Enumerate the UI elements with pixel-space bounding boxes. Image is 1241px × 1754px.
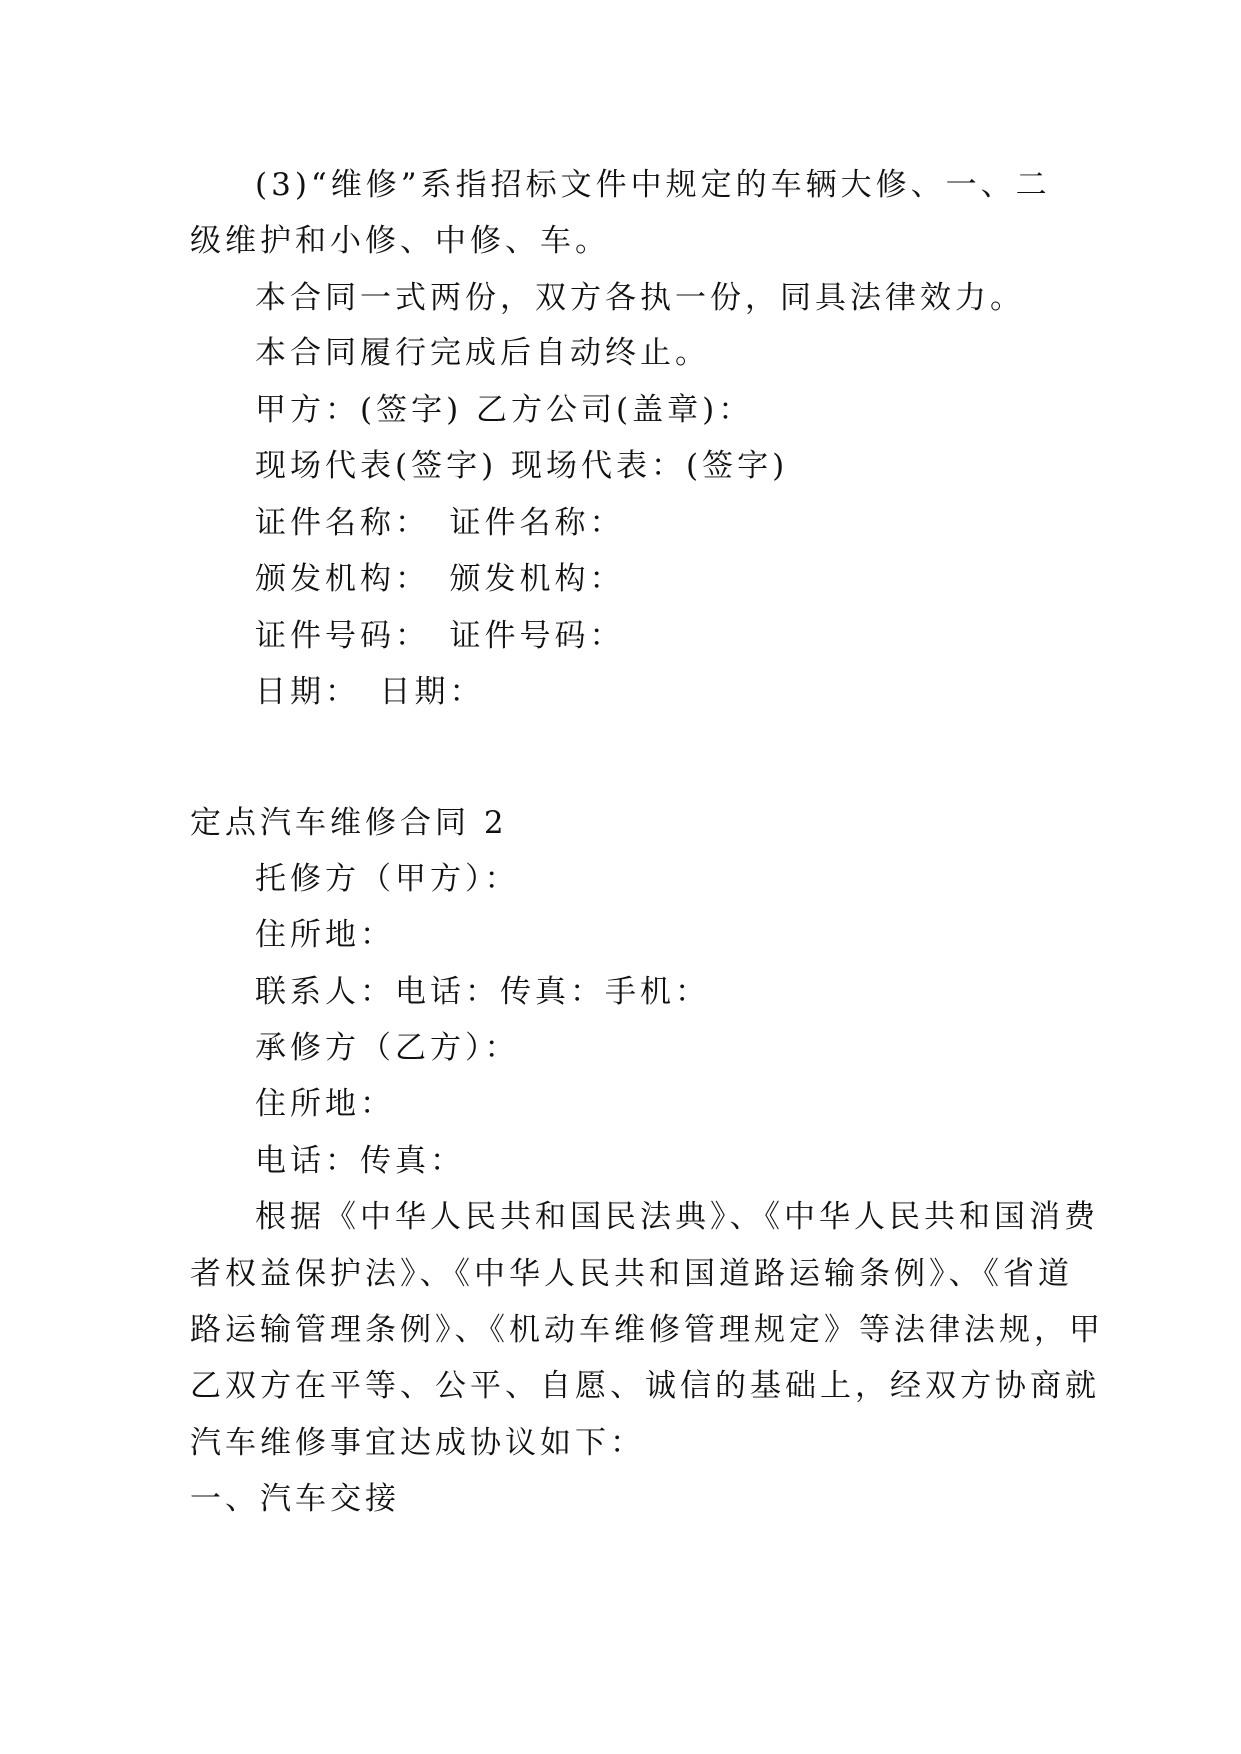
signature-line: 证件名称： 证件名称：: [255, 505, 625, 541]
section-heading: 一、汽车交接: [190, 1481, 400, 1517]
paragraph-line: 根据《中华人民共和国民法典》、《中华人民共和国消费: [255, 1199, 1099, 1235]
paragraph-line: 者权益保护法》、《中华人民共和国道路运输条例》、《省道: [190, 1256, 1073, 1292]
paragraph-line: 托修方（甲方）：: [255, 861, 520, 897]
paragraph-line: 级维护和小修、中修、车。: [190, 223, 610, 259]
paragraph-line: 路运输管理条例》、《机动车维修管理规定》等法律法规，甲: [190, 1312, 1104, 1348]
paragraph-line: 承修方（乙方）：: [255, 1030, 520, 1066]
signature-line: 现场代表(签字) 现场代表：(签字): [255, 448, 789, 484]
paragraph-line: 电话：传真：: [255, 1143, 465, 1179]
paragraph-line: 联系人：电话：传真：手机：: [255, 974, 710, 1010]
signature-line: 证件号码： 证件号码：: [255, 618, 625, 654]
paragraph-line: 乙双方在平等、公平、自愿、诚信的基础上，经双方协商就: [190, 1368, 1100, 1404]
signature-line: 甲方：(签字) 乙方公司(盖章)：: [255, 392, 754, 428]
paragraph-line: 住所地：: [255, 1086, 395, 1122]
document-title: 定点汽车维修合同 2: [190, 805, 508, 841]
paragraph-line: 汽车维修事宜达成协议如下：: [190, 1425, 645, 1461]
paragraph-line: 本合同履行完成后自动终止。: [255, 335, 710, 371]
paragraph-line: 本合同一式两份，双方各执一份，同具法律效力。: [255, 280, 1025, 316]
signature-line: 日期： 日期：: [255, 674, 485, 710]
paragraph-line: 住所地：: [255, 917, 395, 953]
paragraph-line: (3)“维修”系指招标文件中规定的车辆大修、一、二: [255, 167, 1051, 203]
signature-line: 颁发机构： 颁发机构：: [255, 561, 625, 597]
